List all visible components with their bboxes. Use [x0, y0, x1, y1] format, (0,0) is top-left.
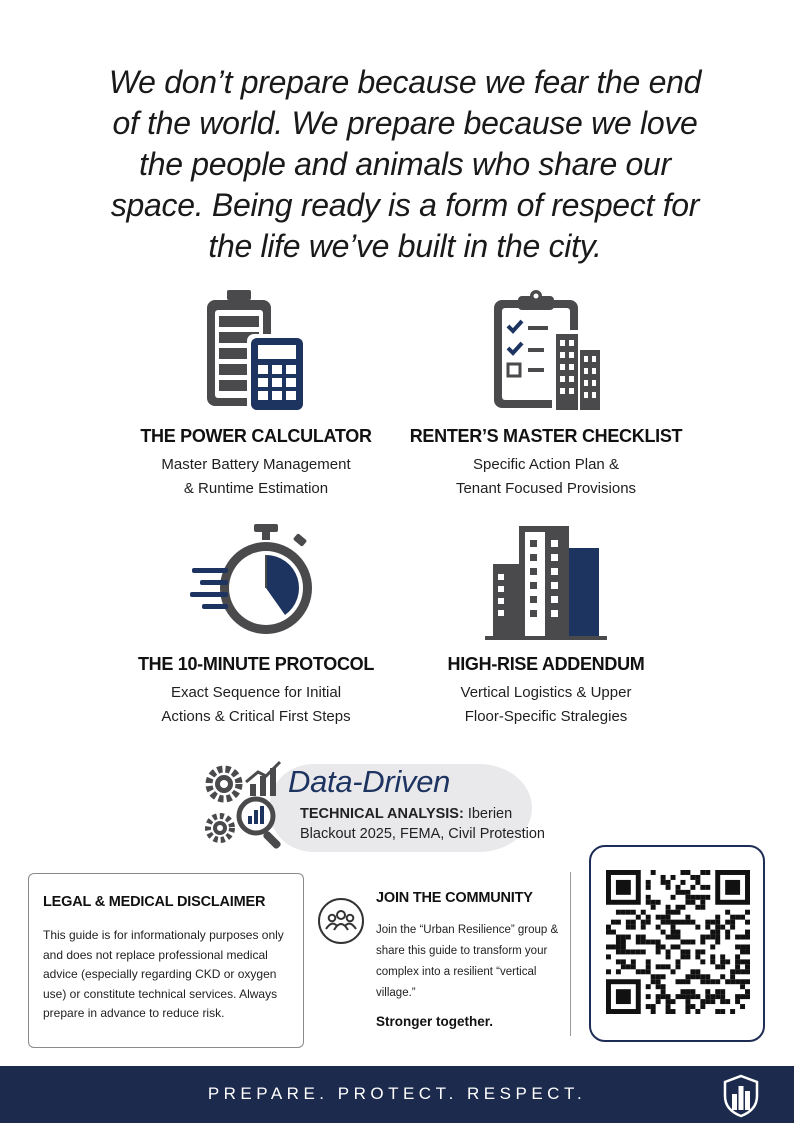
technical-analysis-sources: Blackout 2025, FEMA, Civil Protestion — [300, 826, 545, 842]
feature-desc-line: Tenant Focused Provisions — [455, 480, 637, 497]
technical-analysis-label: TECHNICAL ANALYSIS: — [300, 806, 464, 822]
join-community-section — [314, 884, 559, 1044]
shield-buildings-icon — [722, 1074, 760, 1118]
disclaimer-title: LEGAL & MEDICAL DISCLAIMER — [43, 894, 266, 910]
feature-description — [106, 681, 406, 729]
feature-renters-checklist — [396, 290, 696, 501]
feature-title: RENTER’S MASTER CHECKLIST — [409, 426, 683, 446]
data-driven-title: Data-Driven — [288, 764, 451, 799]
feature-desc-line: Vertical Logistics & Upper — [460, 684, 632, 701]
header-quote: We don’t prepare because we fear the end of the world. We prepare because we love the people and animals who share our space. Being ready is a form of respect for the life we’ve built in the city. — [108, 64, 702, 264]
feature-description — [106, 453, 406, 501]
footer-slogan: PREPARE. PROTECT. RESPECT. — [207, 1084, 587, 1103]
community-body: Join the “Urban Resilience” group & share this guide to transform your complex into a resilient “vertical village.” — [376, 924, 559, 999]
community-title: JOIN THE COMMUNITY — [376, 890, 533, 906]
feature-title: HIGH-RISE ADDENDUM — [447, 654, 645, 674]
feature-power-calculator — [106, 290, 406, 501]
feature-10-minute-protocol — [106, 522, 406, 729]
technical-analysis-line — [300, 806, 512, 822]
feature-desc-line: Floor-Specific Stralegies — [464, 708, 628, 725]
feature-desc-line: Master Battery Management — [161, 456, 351, 473]
qr-code-icon[interactable] — [606, 870, 750, 1014]
feature-title: THE POWER CALCULATOR — [140, 426, 372, 446]
disclaimer-body: This guide is for informationaly purposes only and does not replace professional medical advice (especially regarding CKD or oxygen use) or constitute technical services. Always prepare in advance to reduce risk. — [43, 928, 284, 1020]
clipboard-checklist-building-icon — [480, 290, 612, 412]
feature-desc-line: Specific Action Plan & — [473, 456, 619, 473]
technical-analysis-text: Iberien — [467, 806, 513, 822]
feature-description — [396, 681, 696, 729]
feature-high-rise-addendum — [396, 522, 696, 729]
section-divider — [570, 872, 571, 1036]
gears-analytics-icon — [202, 758, 286, 850]
stopwatch-icon — [190, 522, 322, 640]
qr-code-box[interactable] — [589, 845, 765, 1042]
feature-title: THE 10-MINUTE PROTOCOL — [137, 654, 375, 674]
data-driven-section — [202, 758, 582, 854]
feature-desc-line: Actions & Critical First Steps — [161, 708, 351, 725]
battery-calculator-icon — [201, 290, 311, 412]
feature-desc-line: Exact Sequence for Initial — [170, 684, 342, 701]
feature-description — [396, 453, 696, 501]
high-rise-building-icon — [483, 522, 609, 640]
people-group-icon — [316, 896, 366, 946]
feature-desc-line: & Runtime Estimation — [183, 480, 329, 497]
legal-medical-disclaimer — [28, 873, 304, 1048]
community-tagline: Stronger together. — [376, 1014, 494, 1029]
footer-bar — [0, 1066, 794, 1123]
